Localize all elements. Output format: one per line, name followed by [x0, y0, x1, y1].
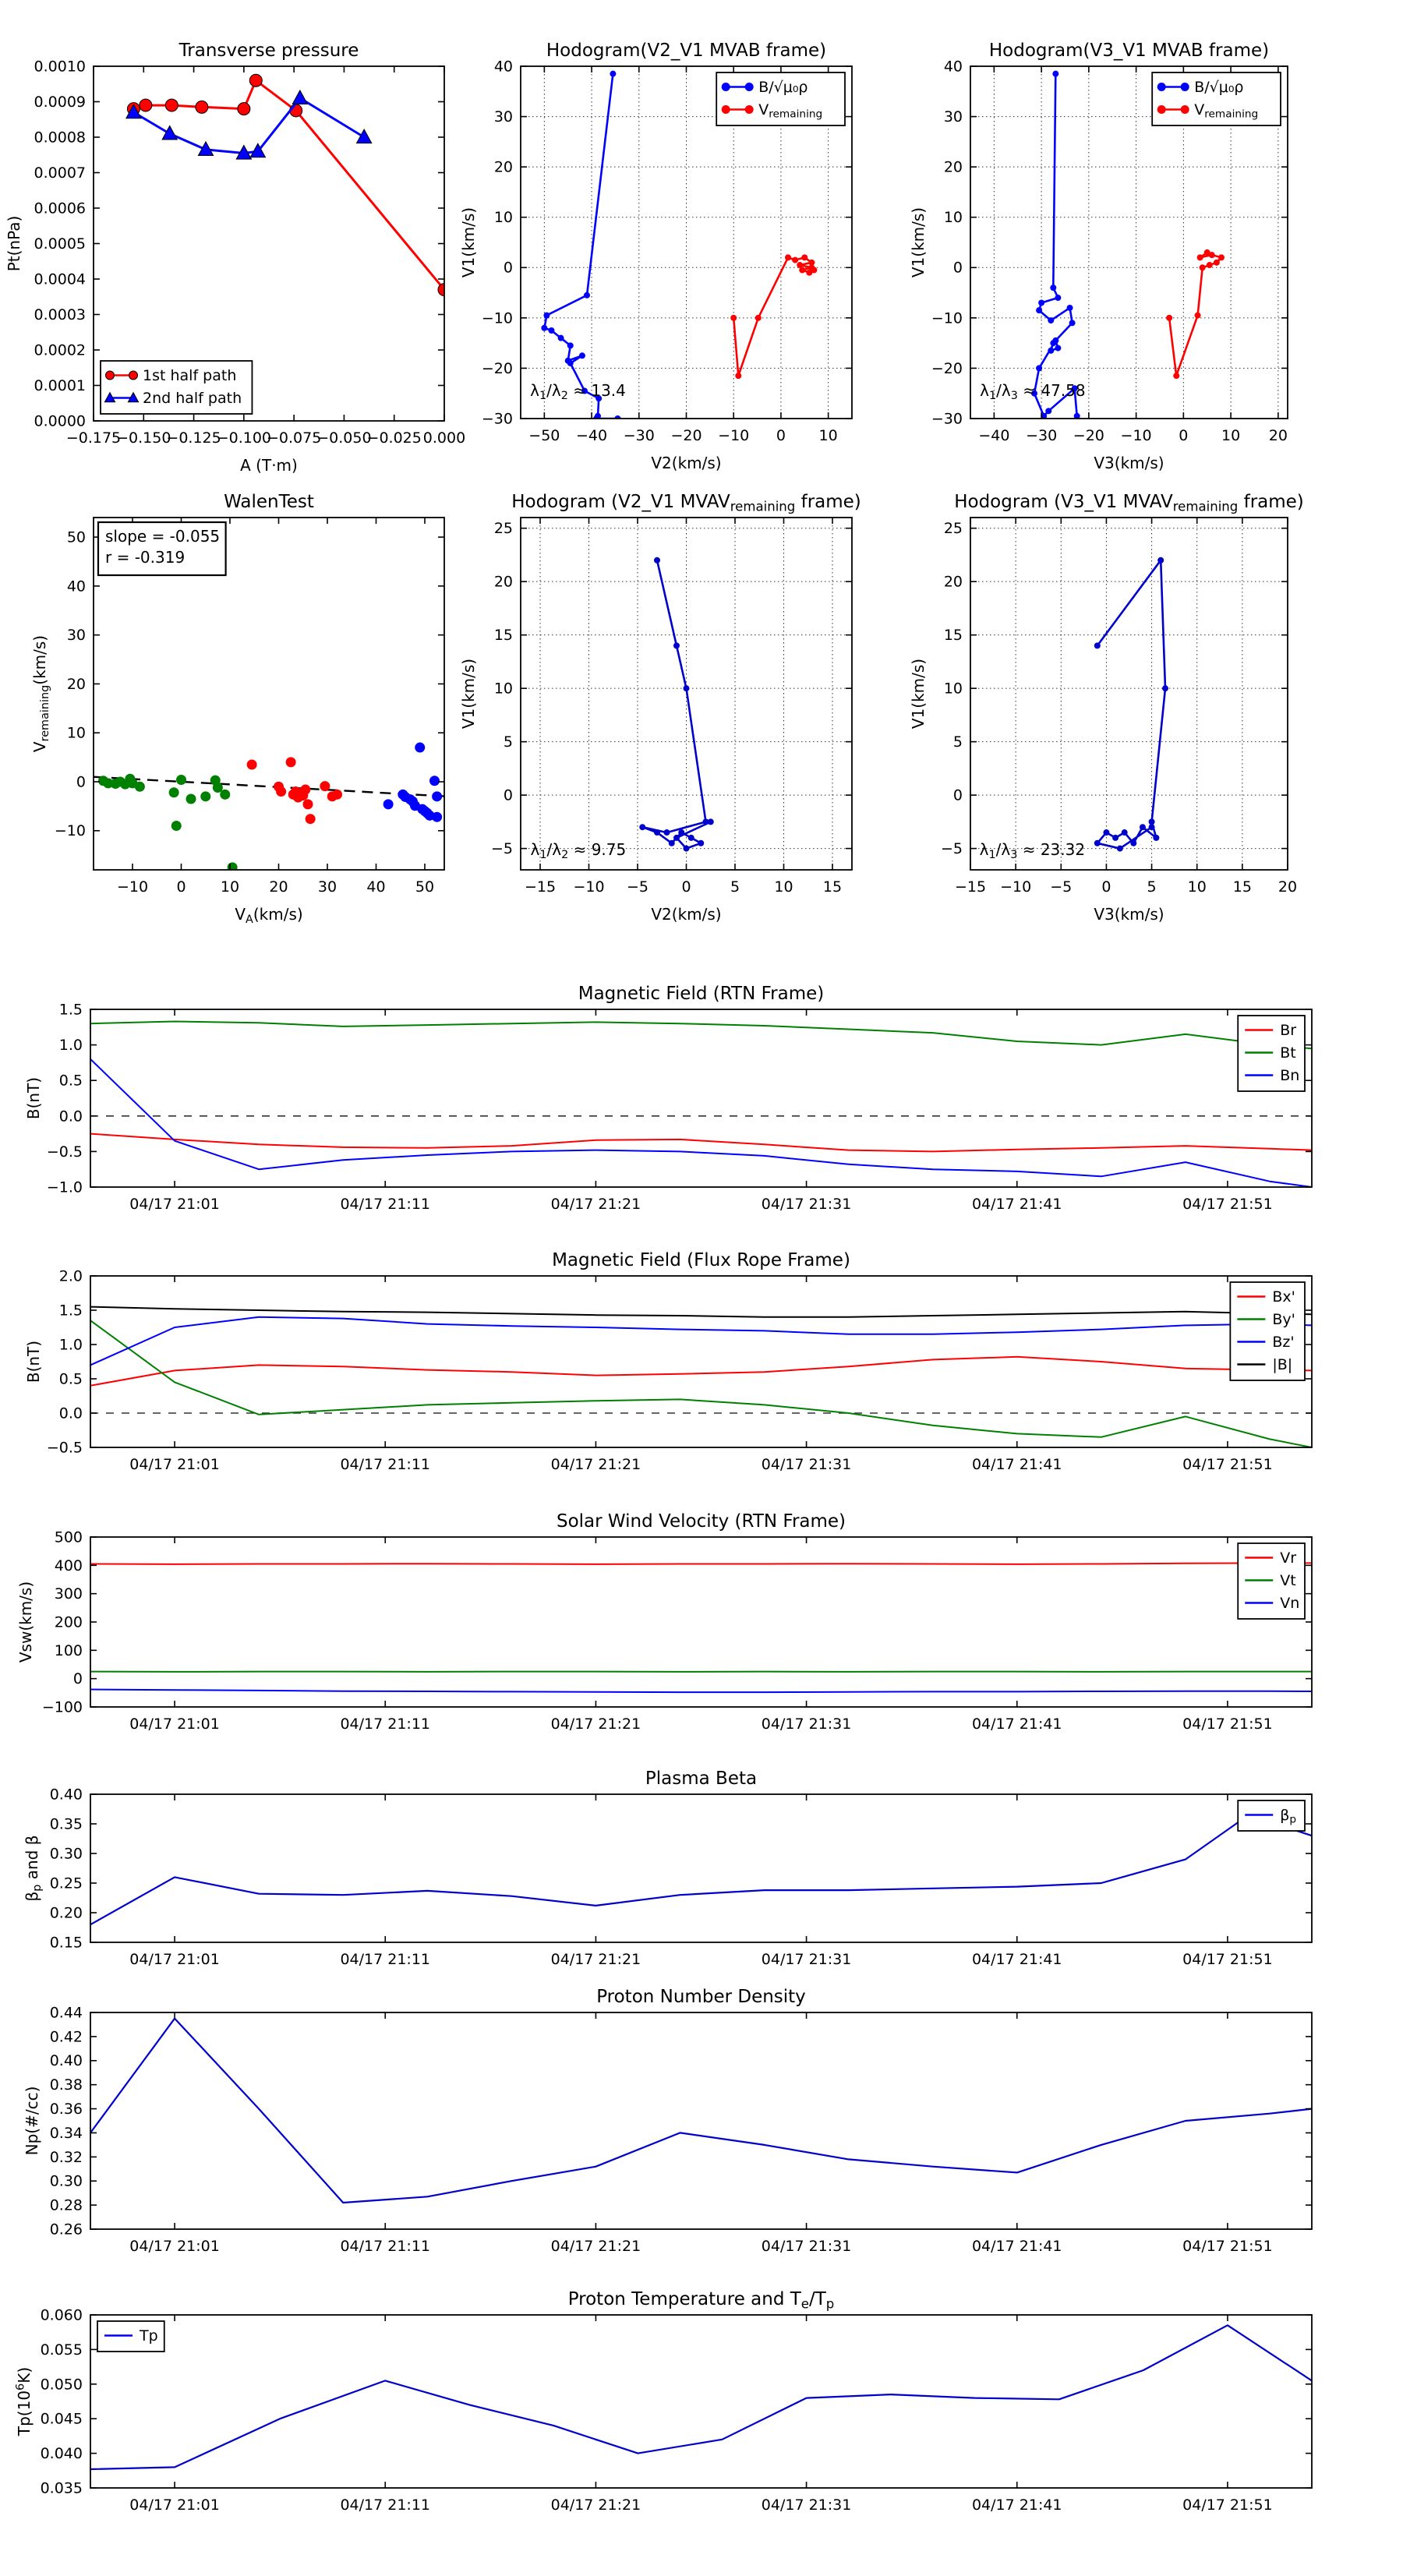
- svg-text:2nd half path: 2nd half path: [143, 390, 242, 407]
- series-bx-: [90, 1357, 1312, 1386]
- series--b-: [90, 1307, 1312, 1317]
- svg-text:2.0: 2.0: [59, 1267, 83, 1284]
- series-bz-: [90, 1317, 1312, 1366]
- chart-transverse-pressure: [5, 41, 465, 475]
- legend: [1238, 1016, 1305, 1091]
- svg-text:By': By': [1272, 1311, 1295, 1328]
- chart-b-fluxrope: [24, 1250, 1312, 1473]
- svg-text:25: 25: [944, 520, 963, 537]
- svg-text:15: 15: [944, 627, 963, 644]
- svg-text:10: 10: [819, 427, 838, 444]
- svg-text:04/17 21:11: 04/17 21:11: [340, 1951, 430, 1968]
- svg-text:04/17 21:51: 04/17 21:51: [1182, 2238, 1273, 2255]
- svg-text:0: 0: [76, 773, 86, 790]
- y-axis-label: V1(km/s): [909, 659, 928, 729]
- svg-text:04/17 21:41: 04/17 21:41: [972, 1196, 1062, 1213]
- legend: [1230, 1282, 1305, 1380]
- svg-text:30: 30: [944, 108, 963, 125]
- svg-text:04/17 21:21: 04/17 21:21: [551, 2496, 641, 2514]
- series-layer: [94, 743, 444, 873]
- chart-title: Magnetic Field (Flux Rope Frame): [552, 1250, 850, 1270]
- svg-text:r = -0.319: r = -0.319: [105, 548, 185, 567]
- svg-text:Vremaining: $V_{remaining}$: [1194, 101, 1258, 121]
- chart-title: Proton Temperature and $T_e/T_p$: [568, 2289, 835, 2312]
- svg-text:10: 10: [494, 209, 513, 226]
- svg-text:04/17 21:01: 04/17 21:01: [129, 1196, 220, 1213]
- chart-hodogram-v2-mvab: [459, 41, 852, 472]
- svg-text:0.42: 0.42: [50, 2028, 83, 2045]
- svg-text:04/17 21:21: 04/17 21:21: [551, 1196, 641, 1213]
- svg-text:0: 0: [504, 260, 513, 277]
- svg-text:0.30: 0.30: [50, 1845, 83, 1862]
- svg-text:20: 20: [67, 676, 86, 693]
- svg-text:B/√μ₀ρ: B/√μ₀ρ: [758, 79, 808, 96]
- series-by-: [90, 1320, 1312, 1447]
- svg-text:−15: −15: [525, 878, 556, 896]
- svg-text:10: 10: [221, 878, 239, 896]
- svg-text:Bz': Bz': [1272, 1334, 1294, 1351]
- y-axis-label: Pt(nPa): [5, 216, 23, 272]
- chart-title: Hodogram (V3_V1 $MVAV_{remaining}$ frame): [954, 492, 1304, 514]
- svg-text:04/17 21:41: 04/17 21:41: [972, 2496, 1062, 2514]
- axes-frame: [970, 518, 1288, 870]
- svg-text:04/17 21:41: 04/17 21:41: [972, 1951, 1062, 1968]
- svg-text:−10: −10: [931, 309, 963, 327]
- svg-text:−20: −20: [482, 360, 513, 377]
- svg-text:04/17 21:51: 04/17 21:51: [1182, 1951, 1273, 1968]
- svg-text:0.0009: 0.0009: [34, 94, 86, 111]
- svg-text:0.060: 0.060: [41, 2306, 83, 2323]
- series-v-remaining: [733, 257, 814, 376]
- chart-hodogram-v2-mvav: [459, 492, 861, 924]
- svg-text:−0.050: −0.050: [316, 429, 371, 447]
- svg-text:100: 100: [55, 1642, 83, 1659]
- y-axis-label: $\beta_p$ and β: [23, 1835, 44, 1901]
- svg-text:1.5: 1.5: [59, 1302, 83, 1319]
- svg-text:0.38: 0.38: [50, 2076, 83, 2094]
- legend: [1238, 1800, 1305, 1831]
- series-layer: [90, 1815, 1312, 1925]
- svg-text:−10: −10: [117, 878, 148, 896]
- svg-text:15: 15: [823, 878, 842, 896]
- annotation: $\lambda_1/\lambda_3 \approx 47.58$: [980, 381, 1085, 402]
- svg-text:04/17 21:31: 04/17 21:31: [762, 2238, 852, 2255]
- y-axis-label: Vsw(km/s): [16, 1581, 35, 1663]
- svg-text:−0.175: −0.175: [66, 429, 121, 447]
- svg-text:−30: −30: [482, 410, 513, 427]
- svg-text:0.0005: 0.0005: [34, 235, 86, 253]
- y-axis-label: V1(km/s): [459, 207, 478, 277]
- svg-text:0.30: 0.30: [50, 2173, 83, 2190]
- svg-text:0: 0: [681, 878, 691, 896]
- svg-text:−5: −5: [491, 840, 513, 857]
- svg-text:−10: −10: [1000, 878, 1031, 896]
- chart-plasma-beta: [23, 1769, 1312, 1968]
- svg-text:04/17 21:51: 04/17 21:51: [1182, 1716, 1273, 1733]
- svg-text:−40: −40: [576, 427, 607, 444]
- series-beta-p: [90, 1815, 1312, 1925]
- series-v-remaining: [642, 560, 711, 849]
- axes-frame: [90, 2315, 1312, 2488]
- y-axis-label: $V_{remaining}(km/s)$: [30, 635, 51, 752]
- svg-text:0.40: 0.40: [50, 2052, 83, 2069]
- legend: [1152, 72, 1281, 125]
- svg-text:Bt: Bt: [1280, 1044, 1295, 1062]
- svg-text:04/17 21:31: 04/17 21:31: [762, 1456, 852, 1473]
- svg-text:04/17 21:51: 04/17 21:51: [1182, 1456, 1273, 1473]
- svg-text:5: 5: [504, 733, 513, 751]
- series-v-remaining: [1097, 560, 1165, 849]
- svg-text:0.5: 0.5: [59, 1370, 83, 1387]
- svg-text:40: 40: [944, 58, 963, 75]
- svg-text:30: 30: [67, 627, 86, 644]
- svg-text:5: 5: [1147, 878, 1157, 896]
- y-axis-label: B(nT): [24, 1341, 43, 1383]
- svg-text:0.055: 0.055: [41, 2341, 83, 2359]
- svg-text:−5: −5: [941, 840, 963, 857]
- series-np: [90, 2019, 1312, 2203]
- series-vn: [90, 1690, 1312, 1693]
- svg-text:−20: −20: [931, 360, 963, 377]
- svg-text:1.0: 1.0: [59, 1336, 83, 1353]
- svg-text:0: 0: [776, 427, 786, 444]
- svg-text:−10: −10: [573, 878, 604, 896]
- svg-text:10: 10: [944, 209, 963, 226]
- chart-title: Hodogram (V2_V1 $MVAV_{remaining}$ frame): [511, 492, 861, 514]
- svg-text:−30: −30: [931, 410, 963, 427]
- series-layer: [126, 74, 451, 295]
- svg-text:B/√μ₀ρ: B/√μ₀ρ: [1194, 79, 1243, 96]
- svg-text:Vn: Vn: [1280, 1595, 1299, 1612]
- legend: [101, 361, 252, 414]
- svg-text:500: 500: [55, 1528, 83, 1546]
- svg-text:0.0004: 0.0004: [34, 270, 86, 288]
- svg-text:1st half path: 1st half path: [143, 367, 236, 384]
- svg-text:−0.5: −0.5: [47, 1143, 83, 1161]
- svg-text:−0.5: −0.5: [47, 1439, 83, 1456]
- svg-text:5: 5: [953, 733, 963, 751]
- svg-text:400: 400: [55, 1557, 83, 1574]
- chart-title: Plasma Beta: [645, 1769, 757, 1789]
- svg-text:04/17 21:41: 04/17 21:41: [972, 1456, 1062, 1473]
- x-axis-label: $V_A(km/s)$: [235, 905, 302, 926]
- chart-title: Solar Wind Velocity (RTN Frame): [557, 1511, 846, 1532]
- x-axis-label: V3(km/s): [1094, 905, 1164, 924]
- svg-text:0.040: 0.040: [41, 2445, 83, 2462]
- x-axis-label: A (T·m): [240, 456, 298, 475]
- svg-text:1.0: 1.0: [59, 1037, 83, 1054]
- svg-text:04/17 21:31: 04/17 21:31: [762, 1196, 852, 1213]
- series-layer: [90, 1563, 1312, 1692]
- svg-text:20: 20: [1278, 878, 1297, 896]
- svg-text:04/17 21:11: 04/17 21:11: [340, 1456, 430, 1473]
- svg-text:−0.025: −0.025: [367, 429, 422, 447]
- svg-text:0.000: 0.000: [423, 429, 465, 447]
- svg-text:04/17 21:21: 04/17 21:21: [551, 2238, 641, 2255]
- svg-text:25: 25: [494, 520, 513, 537]
- svg-text:−0.125: −0.125: [166, 429, 221, 447]
- svg-text:0.0003: 0.0003: [34, 306, 86, 323]
- series-layer: [90, 1307, 1312, 1447]
- chart-b-rtn: [24, 984, 1312, 1213]
- svg-text:20: 20: [494, 159, 513, 176]
- svg-text:Bx': Bx': [1272, 1288, 1295, 1306]
- svg-text:20: 20: [944, 574, 963, 591]
- svg-text:−20: −20: [670, 427, 702, 444]
- svg-text:50: 50: [415, 878, 434, 896]
- svg-text:−50: −50: [528, 427, 560, 444]
- annotation: $\lambda_1/\lambda_3 \approx 23.32$: [980, 840, 1085, 861]
- series-bn: [90, 1059, 1312, 1187]
- svg-text:0.0008: 0.0008: [34, 129, 86, 146]
- legend: [1238, 1543, 1305, 1619]
- svg-text:04/17 21:01: 04/17 21:01: [129, 2238, 220, 2255]
- svg-text:0.035: 0.035: [41, 2479, 83, 2496]
- svg-text:−30: −30: [624, 427, 655, 444]
- series-br: [90, 1134, 1312, 1152]
- svg-text:−30: −30: [1026, 427, 1057, 444]
- svg-text:04/17 21:01: 04/17 21:01: [129, 1456, 220, 1473]
- svg-text:0.0007: 0.0007: [34, 164, 86, 182]
- svg-text:04/17 21:21: 04/17 21:21: [551, 1456, 641, 1473]
- x-axis-label: V2(km/s): [651, 454, 721, 472]
- chart-title: Hodogram(V2_V1 MVAB frame): [546, 41, 826, 61]
- svg-text:200: 200: [55, 1613, 83, 1631]
- svg-text:0.25: 0.25: [50, 1875, 83, 1892]
- series-layer: [90, 2019, 1312, 2203]
- svg-text:0: 0: [1179, 427, 1188, 444]
- svg-text:04/17 21:51: 04/17 21:51: [1182, 2496, 1273, 2514]
- svg-text:10: 10: [67, 725, 86, 742]
- svg-text:Vt: Vt: [1280, 1572, 1295, 1589]
- svg-text:04/17 21:41: 04/17 21:41: [972, 2238, 1062, 2255]
- svg-text:0.0001: 0.0001: [34, 377, 86, 394]
- series-tp: [90, 2325, 1312, 2469]
- svg-text:−100: −100: [42, 1698, 83, 1716]
- svg-text:0.28: 0.28: [50, 2197, 83, 2214]
- svg-text:04/17 21:21: 04/17 21:21: [551, 1951, 641, 1968]
- svg-text:10: 10: [1188, 878, 1207, 896]
- svg-text:04/17 21:01: 04/17 21:01: [129, 1951, 220, 1968]
- svg-text:0: 0: [504, 787, 513, 804]
- svg-text:15: 15: [1233, 878, 1252, 896]
- svg-text:10: 10: [1221, 427, 1240, 444]
- y-axis-label: V1(km/s): [459, 659, 478, 729]
- svg-text:−40: −40: [978, 427, 1009, 444]
- svg-text:Vr: Vr: [1280, 1549, 1296, 1567]
- svg-text:20: 20: [494, 574, 513, 591]
- chart-proton-temp: [14, 2289, 1312, 2514]
- svg-text:0: 0: [953, 787, 963, 804]
- svg-text:0.36: 0.36: [50, 2101, 83, 2118]
- svg-text:0.0010: 0.0010: [34, 58, 86, 75]
- svg-text:04/17 21:11: 04/17 21:11: [340, 1196, 430, 1213]
- svg-text:04/17 21:11: 04/17 21:11: [340, 1716, 430, 1733]
- svg-text:04/17 21:01: 04/17 21:01: [129, 1716, 220, 1733]
- series-b-sqrt-mu0-rho-: [1034, 74, 1077, 416]
- series-layer: [90, 1022, 1312, 1188]
- x-axis-label: V3(km/s): [1094, 454, 1164, 472]
- axes-frame: [90, 1537, 1312, 1707]
- svg-text:04/17 21:51: 04/17 21:51: [1182, 1196, 1273, 1213]
- svg-text:30: 30: [318, 878, 337, 896]
- svg-text:0.32: 0.32: [50, 2149, 83, 2166]
- svg-text:0.34: 0.34: [50, 2125, 83, 2142]
- y-axis-label: V1(km/s): [909, 207, 928, 277]
- svg-text:0.26: 0.26: [50, 2221, 83, 2238]
- svg-text:βp: $\beta_p$: [1280, 1807, 1296, 1826]
- svg-text:|B|: |B|: [1272, 1356, 1292, 1373]
- legend: [716, 72, 845, 125]
- svg-text:300: 300: [55, 1585, 83, 1602]
- svg-text:Bn: Bn: [1280, 1067, 1299, 1084]
- chart-proton-density: [23, 1987, 1312, 2255]
- svg-text:−10: −10: [55, 822, 86, 839]
- svg-text:04/17 21:31: 04/17 21:31: [762, 1951, 852, 1968]
- svg-text:−10: −10: [718, 427, 749, 444]
- svg-text:04/17 21:31: 04/17 21:31: [762, 1716, 852, 1733]
- x-axis-label: V2(km/s): [651, 905, 721, 924]
- svg-text:−5: −5: [627, 878, 648, 896]
- axes-frame: [90, 1276, 1312, 1447]
- svg-text:04/17 21:11: 04/17 21:11: [340, 2238, 430, 2255]
- svg-text:40: 40: [494, 58, 513, 75]
- chart-v-rtn: [16, 1511, 1312, 1733]
- chart-title: WalenTest: [224, 492, 314, 512]
- svg-text:−15: −15: [955, 878, 986, 896]
- svg-text:Br: Br: [1280, 1022, 1296, 1039]
- svg-text:−5: −5: [1050, 878, 1072, 896]
- svg-text:−0.150: −0.150: [116, 429, 171, 447]
- svg-text:Tp: Tp: [139, 2327, 158, 2345]
- svg-text:0.0006: 0.0006: [34, 200, 86, 217]
- axes-frame: [90, 1009, 1312, 1187]
- chart-title: Hodogram(V3_V1 MVAB frame): [989, 41, 1269, 61]
- svg-text:0.40: 0.40: [50, 1786, 83, 1803]
- svg-text:50: 50: [67, 529, 86, 546]
- svg-text:0: 0: [176, 878, 186, 896]
- chart-hodogram-v3-mvab: [909, 41, 1288, 472]
- chart-title: Magnetic Field (RTN Frame): [578, 984, 825, 1004]
- y-axis-label: B(nT): [24, 1077, 43, 1119]
- svg-text:0: 0: [953, 260, 963, 277]
- svg-text:15: 15: [494, 627, 513, 644]
- svg-text:04/17 21:31: 04/17 21:31: [762, 2496, 852, 2514]
- series-vr: [90, 1563, 1312, 1564]
- svg-text:0.5: 0.5: [59, 1072, 83, 1090]
- y-axis-label: $Tp(10^6K)$: [14, 2367, 34, 2436]
- svg-text:04/17 21:11: 04/17 21:11: [340, 2496, 430, 2514]
- svg-text:0.35: 0.35: [50, 1815, 83, 1832]
- legend: [97, 2321, 164, 2352]
- svg-text:−10: −10: [1121, 427, 1152, 444]
- svg-text:0: 0: [73, 1670, 83, 1687]
- svg-text:04/17 21:41: 04/17 21:41: [972, 1716, 1062, 1733]
- svg-text:−0.100: −0.100: [217, 429, 271, 447]
- svg-text:30: 30: [494, 108, 513, 125]
- axes-frame: [90, 1794, 1312, 1942]
- svg-text:0.0: 0.0: [59, 1108, 83, 1125]
- svg-text:0.0002: 0.0002: [34, 341, 86, 359]
- svg-text:0.44: 0.44: [50, 2004, 83, 2021]
- chart-walen-test: [30, 492, 444, 926]
- annotation: $\lambda_1/\lambda_2 \approx 13.4$: [530, 381, 626, 402]
- svg-text:0.20: 0.20: [50, 1904, 83, 1921]
- svg-text:−20: −20: [1073, 427, 1104, 444]
- series-layer: [639, 557, 714, 852]
- svg-text:5: 5: [730, 878, 740, 896]
- svg-text:10: 10: [774, 878, 793, 896]
- svg-text:Vremaining: $V_{remaining}$: [758, 101, 822, 121]
- svg-text:−1.0: −1.0: [47, 1178, 83, 1196]
- y-axis-label: Np(#/cc): [23, 2087, 41, 2156]
- chart-hodogram-v3-mvav: [909, 492, 1304, 924]
- svg-text:0.15: 0.15: [50, 1934, 83, 1951]
- svg-text:−10: −10: [482, 309, 513, 327]
- svg-text:10: 10: [494, 680, 513, 698]
- svg-text:40: 40: [67, 578, 86, 595]
- svg-text:0.050: 0.050: [41, 2376, 83, 2393]
- svg-text:04/17 21:21: 04/17 21:21: [551, 1716, 641, 1733]
- svg-text:40: 40: [366, 878, 385, 896]
- svg-text:20: 20: [944, 159, 963, 176]
- series-layer: [1094, 557, 1168, 852]
- svg-text:−0.075: −0.075: [267, 429, 321, 447]
- svg-text:0.0: 0.0: [59, 1405, 83, 1422]
- axes-frame: [90, 2012, 1312, 2229]
- svg-text:20: 20: [1269, 427, 1288, 444]
- chart-title: Proton Number Density: [596, 1987, 806, 2007]
- series-b-sqrt-mu0-rho-: [544, 74, 617, 419]
- svg-text:0.045: 0.045: [41, 2411, 83, 2428]
- svg-text:10: 10: [944, 680, 963, 698]
- svg-text:20: 20: [269, 878, 288, 896]
- svg-text:0: 0: [1101, 878, 1111, 896]
- series-bt: [90, 1022, 1312, 1049]
- chart-title: Transverse pressure: [178, 41, 359, 61]
- annotation: $\lambda_1/\lambda_2 \approx 9.75$: [531, 840, 627, 861]
- svg-text:1.5: 1.5: [59, 1001, 83, 1018]
- series-layer: [90, 2325, 1312, 2469]
- svg-text:slope = -0.055: slope = -0.055: [105, 527, 220, 546]
- svg-text:0.0000: 0.0000: [34, 412, 86, 429]
- svg-text:04/17 21:01: 04/17 21:01: [129, 2496, 220, 2514]
